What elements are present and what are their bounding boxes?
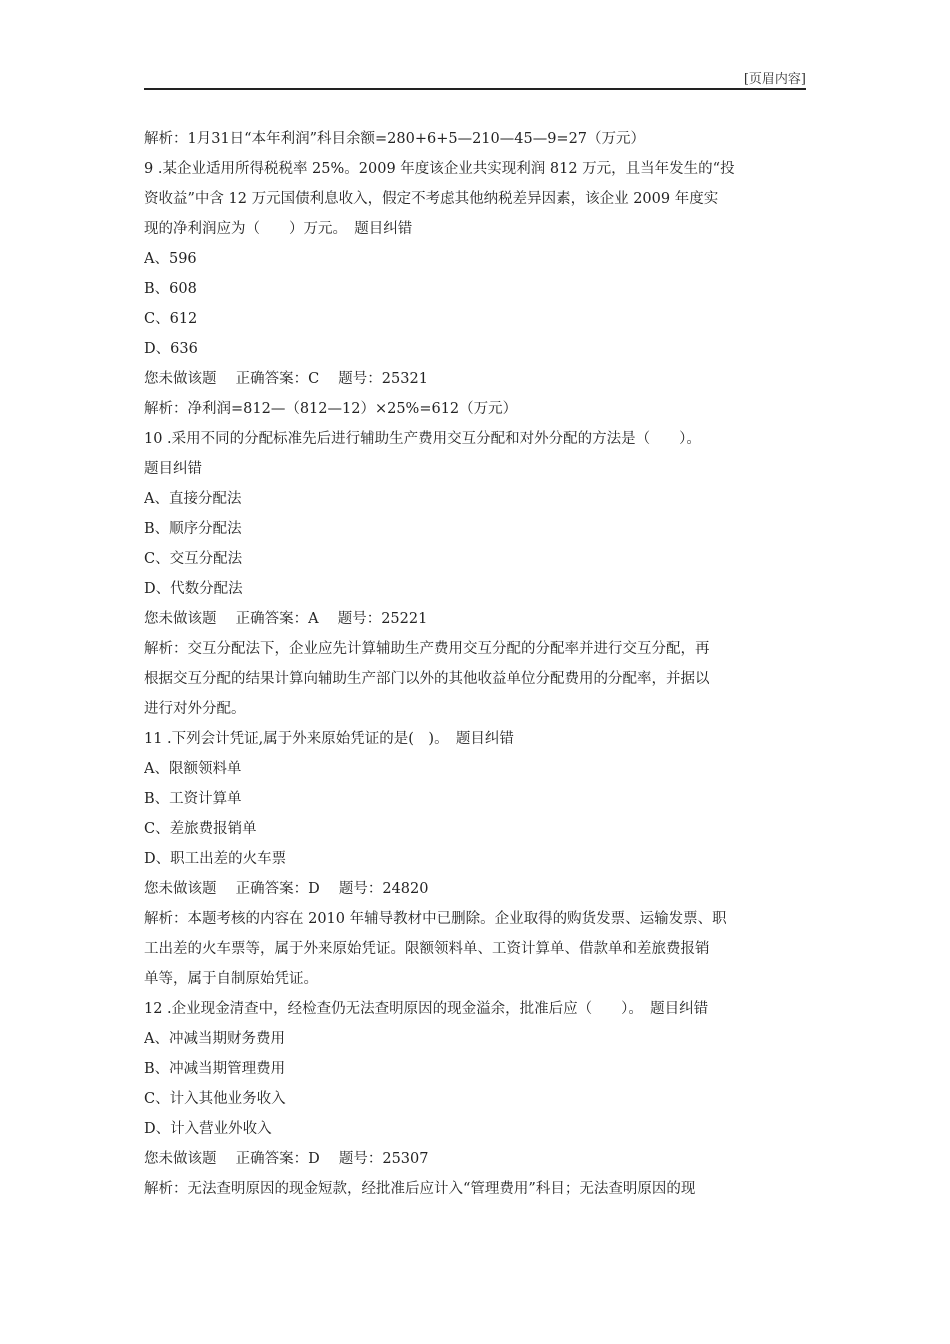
text-line: 根据交互分配的结果计算向辅助生产部门以外的其他收益单位分配费用的分配率，并据以 — [144, 671, 710, 687]
answer-line: 您未做该题 正确答案：C 题号：25321 — [144, 371, 428, 387]
answer-line: 您未做该题 正确答案：D 题号：24820 — [144, 881, 429, 897]
text-line: 题目纠错 — [144, 461, 202, 477]
option-d: D、代数分配法 — [144, 581, 243, 597]
option-a: A、直接分配法 — [144, 491, 242, 507]
option-c: C、差旅费报销单 — [144, 821, 257, 837]
answer-line: 您未做该题 正确答案：A 题号：25221 — [144, 611, 428, 627]
text-line: 单等，属于自制原始凭证。 — [144, 971, 318, 987]
text-line: 工出差的火车票等，属于外来原始凭证。限额领料单、工资计算单、借款单和差旅费报销 — [144, 941, 710, 957]
option-d: D、职工出差的火车票 — [144, 851, 287, 867]
option-c: C、612 — [144, 311, 198, 327]
option-b: B、608 — [144, 281, 197, 297]
option-b: B、顺序分配法 — [144, 521, 242, 537]
question-12-stem: 12 .企业现金清查中，经检查仍无法查明原因的现金溢余，批准后应（ ）。 题目纠错 — [144, 1001, 709, 1017]
question-9-stem: 9 .某企业适用所得税税率 25%。2009 年度该企业共实现利润 812 万元，且当年发生的“投 — [144, 161, 735, 177]
analysis-line: 解析：无法查明原因的现金短款，经批准后应计入“管理费用”科目；无法查明原因的现 — [144, 1181, 696, 1197]
text-line: 解析：1月31日“本年利润”科目余额=280+6+5—210—45—9=27（万元） — [144, 131, 646, 147]
option-c: C、交互分配法 — [144, 551, 243, 567]
option-b: B、工资计算单 — [144, 791, 242, 807]
analysis-line: 解析：净利润=812—（812—12）×25%=612（万元） — [144, 401, 518, 417]
option-b: B、冲减当期管理费用 — [144, 1061, 286, 1077]
question-10-stem: 10 .采用不同的分配标准先后进行辅助生产费用交互分配和对外分配的方法是（ ）。 — [144, 431, 701, 447]
analysis-line: 解析：交互分配法下，企业应先计算辅助生产费用交互分配的分配率并进行交互分配，再 — [144, 641, 710, 657]
option-a: A、596 — [144, 251, 197, 267]
text-line: 现的净利润应为（ ）万元。 题目纠错 — [144, 221, 413, 237]
option-d: D、计入营业外收入 — [144, 1121, 272, 1137]
option-c: C、计入其他业务收入 — [144, 1091, 286, 1107]
question-11-stem: 11 .下列会计凭证,属于外来原始凭证的是( )。 题目纠错 — [144, 731, 514, 747]
option-a: A、冲减当期财务费用 — [144, 1031, 285, 1047]
analysis-line: 解析：本题考核的内容在 2010 年辅导教材中已删除。企业取得的购货发票、运输发票、职 — [144, 911, 727, 927]
answer-line: 您未做该题 正确答案：D 题号：25307 — [144, 1151, 429, 1167]
option-a: A、限额领料单 — [144, 761, 242, 777]
document-body — [144, 124, 806, 1204]
text-line: 进行对外分配。 — [144, 701, 246, 717]
option-d: D、636 — [144, 341, 198, 357]
text-line: 资收益”中含 12 万元国债利息收入，假定不考虑其他纳税差异因素，该企业 2009 年度实 — [144, 191, 719, 207]
page-header — [144, 66, 806, 90]
header-text: [页眉内容] — [743, 72, 806, 87]
